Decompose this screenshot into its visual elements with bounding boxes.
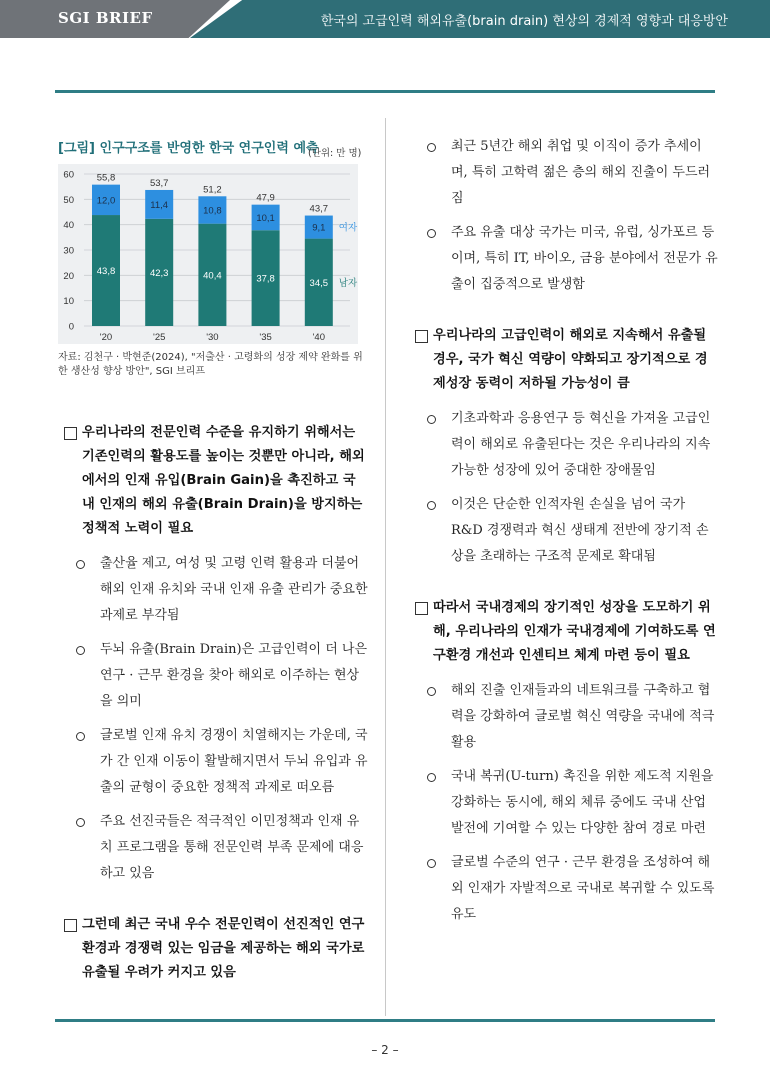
- data-label-female: 9,1: [312, 222, 326, 234]
- y-tick-label: 50: [63, 194, 74, 206]
- x-tick-label: '35: [259, 332, 272, 343]
- legend-label-female: 여자: [338, 222, 358, 234]
- figure-unit: (단위: 만 명): [308, 148, 362, 159]
- y-tick-label: 20: [63, 270, 74, 282]
- data-label-male: 37,8: [256, 273, 275, 285]
- figure-title: [그림] 인구구조를 반영한 한국 연구인력 예측: [58, 141, 319, 156]
- data-label-total: 47,9: [256, 192, 275, 204]
- data-label-male: 40,4: [203, 270, 222, 282]
- bullet-item: 해외 진출 인재들과의 네트워크를 구축하고 협력을 강화하여 글로벌 혁신 역량을 국내에 적극 활용: [413, 678, 718, 756]
- data-label-total: 55,8: [96, 172, 116, 184]
- bottom-rule: [55, 1019, 715, 1022]
- bullet-item: 국내 복귀(U-turn) 촉진을 위한 제도적 지원을 강화하는 동시에, 해외 체류 중에도 국내 산업 발전에 기여할 수 있는 다양한 참여 경로 마련: [413, 764, 718, 842]
- x-tick-label: '25: [153, 332, 166, 343]
- bullet-item: 출산율 제고, 여성 및 고령 인력 활용과 더불어 해외 인재 유치와 국내 인재 유출 관리가 중요한 과제로 부각됨: [62, 551, 368, 629]
- stacked-bar-chart: [58, 164, 358, 344]
- bullet-item: 주요 유출 대상 국가는 미국, 유럽, 싱가포르 등이며, 특히 IT, 바이오, 금융 분야에서 전문가 유출이 집중적으로 발생함: [413, 220, 718, 298]
- top-rule: [55, 90, 715, 93]
- section-heading: 그런데 최근 국내 우수 전문인력이 선진적인 연구 환경과 경쟁력 있는 임금을 제공하는 해외 국가로 유출될 우려가 커지고 있음: [62, 913, 368, 985]
- y-tick-label: 30: [63, 245, 74, 257]
- data-label-female: 11,4: [150, 199, 169, 211]
- section-heading: 따라서 국내경제의 장기적인 성장을 도모하기 위해, 우리나라의 인재가 국내경제에 기여하도록 연구환경 개선과 인센티브 체계 마련 등이 필요: [413, 596, 718, 668]
- data-label-total: 53,7: [149, 177, 169, 189]
- section-heading: 우리나라의 전문인력 수준을 유지하기 위해서는 기존인력의 활용도를 높이는 것뿐만 아니라, 해외에서의 인재 유입(Brain Gain)을 촉진하고 국내 인재의 해외 유출(Brain Drain)을 방지하는 정책적 노력이 필요: [62, 421, 368, 541]
- bullet-item: 기초과학과 응용연구 등 혁신을 가져올 고급인력이 해외로 유출된다는 것은 우리나라의 지속 가능한 성장에 있어 중대한 장애물임: [413, 406, 718, 484]
- data-label-total: 51,2: [203, 184, 222, 196]
- x-tick-label: '40: [312, 332, 325, 343]
- figure-source: 자료: 김천구 · 박현준(2024), "저출산 · 고령화의 성장 제약 완화를 위한 생산성 향상 방안", SGI 브리프: [58, 352, 363, 377]
- right-column: [413, 134, 718, 928]
- data-label-male: 34,5: [309, 277, 329, 289]
- y-tick-label: 60: [63, 169, 74, 181]
- data-label-female: 10,8: [203, 205, 222, 217]
- data-label-male: 42,3: [149, 267, 169, 279]
- bullet-item: 두뇌 유출(Brain Drain)은 고급인력이 더 나은 연구 · 근무 환경을 찾아 해외로 이주하는 현상을 의미: [62, 637, 368, 715]
- section-heading: 우리나라의 고급인력이 해외로 지속해서 유출될 경우, 국가 혁신 역량이 약화되고 장기적으로 경제성장 동력이 저하될 가능성이 큼: [413, 324, 718, 396]
- y-tick-label: 10: [63, 296, 74, 308]
- y-tick-label: 40: [63, 220, 74, 232]
- data-label-male: 43,8: [96, 266, 116, 278]
- brand-logo-text: SGI BRIEF: [58, 9, 153, 27]
- x-tick-label: '30: [206, 332, 219, 343]
- y-tick-label: 0: [68, 321, 74, 333]
- bullet-item: 글로벌 인재 유치 경쟁이 치열해지는 가운데, 국가 간 인재 이동이 활발해지면서 두뇌 유입과 유출의 균형이 중요한 정책적 과제로 떠오름: [62, 723, 368, 801]
- data-label-female: 10,1: [256, 212, 275, 224]
- page-header: [0, 0, 770, 38]
- left-column: [62, 421, 368, 985]
- column-divider: [385, 118, 386, 1016]
- document-title: 한국의 고급인력 해외유출(brain drain) 현상의 경제적 영향과 대응방안: [320, 14, 728, 29]
- data-label-female: 12,0: [96, 195, 116, 207]
- bullet-item: 최근 5년간 해외 취업 및 이직이 증가 추세이며, 특히 고학력 젊은 층의 해외 진출이 두드러짐: [413, 134, 718, 212]
- bullet-item: 글로벌 수준의 연구 · 근무 환경을 조성하여 해외 인재가 자발적으로 국내로 복귀할 수 있도록 유도: [413, 850, 718, 928]
- legend-label-male: 남자: [338, 277, 358, 289]
- x-tick-label: '20: [99, 332, 113, 343]
- bullet-item: 이것은 단순한 인적자원 손실을 넘어 국가 R&D 경쟁력과 혁신 생태계 전반에 장기적 손상을 초래하는 구조적 문제로 확대됨: [413, 492, 718, 570]
- data-label-total: 43,7: [309, 203, 329, 215]
- bullet-item: 주요 선진국들은 적극적인 이민정책과 인재 유치 프로그램을 통해 전문인력 부족 문제에 대응하고 있음: [62, 809, 368, 887]
- page-number: – 2 –: [371, 1043, 399, 1057]
- chart-panel: [58, 164, 358, 344]
